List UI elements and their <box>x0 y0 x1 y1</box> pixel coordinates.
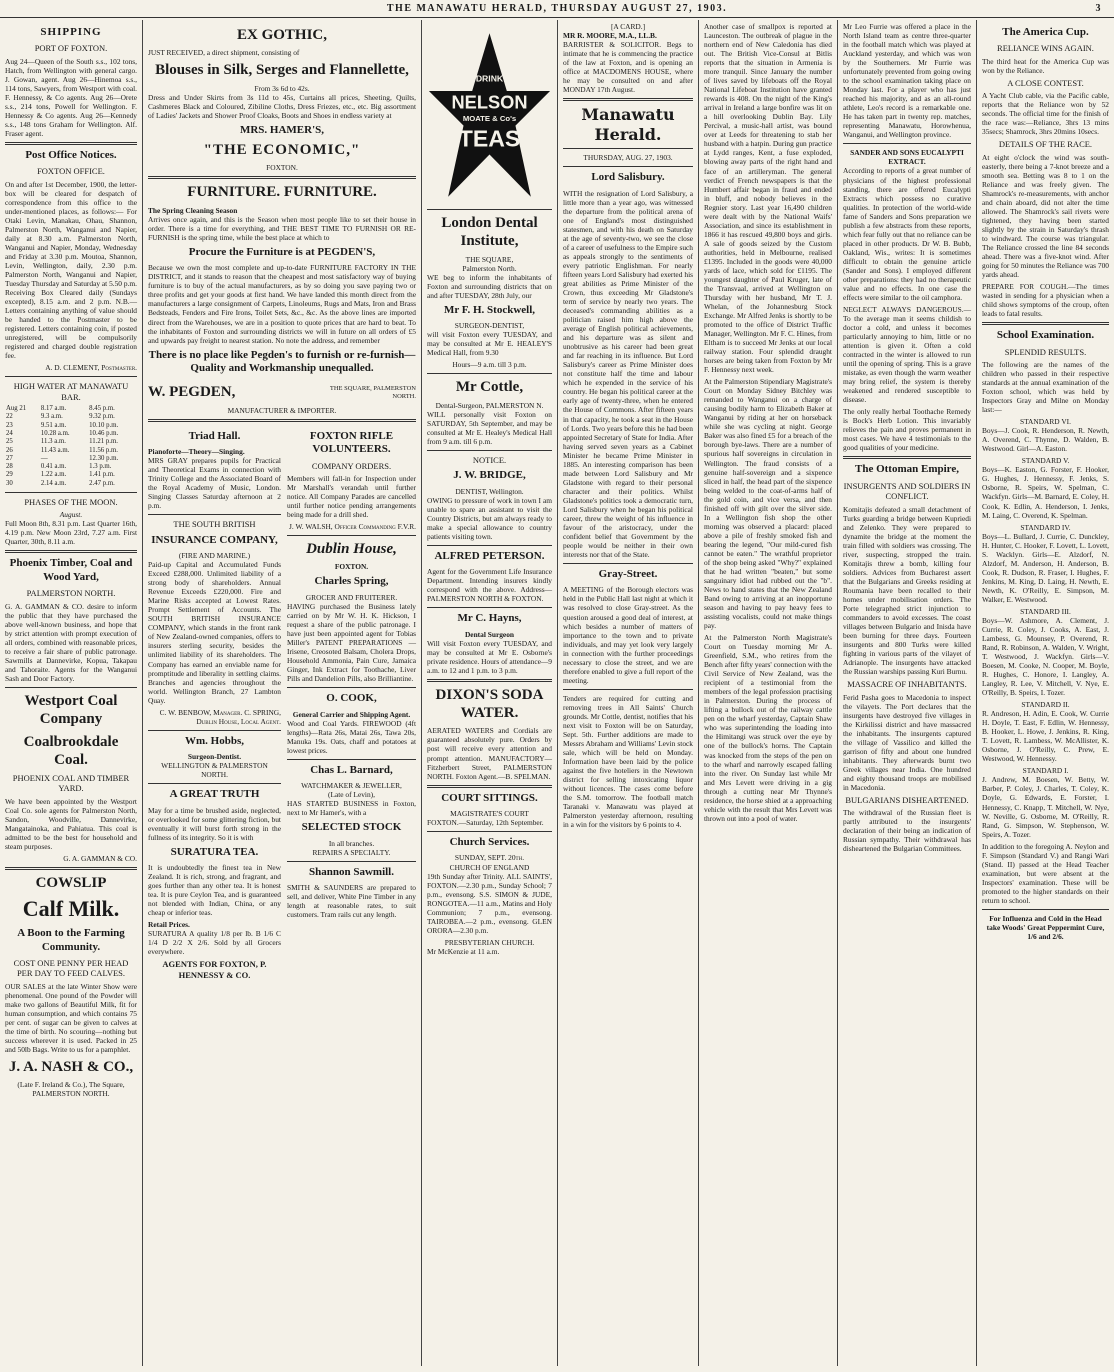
column-6 <box>838 20 976 1366</box>
presbyterian-heading: PRESBYTERIAN CHURCH. <box>444 937 535 947</box>
reliance-heading: RELIANCE WINS AGAIN. <box>997 43 1094 54</box>
spring-name: Charles Spring, <box>314 575 389 588</box>
divider <box>148 419 416 422</box>
peterson-heading: ALFRED PETERSON. <box>434 549 545 562</box>
tide-cell: 8.17 a.m. <box>40 405 67 413</box>
divider <box>148 730 281 731</box>
standard-3-heading: STANDARD III. <box>1020 606 1071 616</box>
triad-heading: Triad Hall. <box>188 429 241 442</box>
standard-4-heading: STANDARD IV. <box>1020 522 1071 532</box>
logo-sub-text: MOATE & Co's <box>462 113 517 123</box>
tide-row <box>5 455 137 463</box>
close-contest-text: A Yacht Club cable, via the Pacific cable, reports that the Reliance won by 52 seconds. The official time for the finish of the race was:—Reliance, 3hrs 13 mins 35secs; Shamrock, 3hrs 20mins 10secs. <box>982 91 1109 137</box>
standard-2-heading: STANDARD II. <box>1021 700 1070 710</box>
hamer-heading: MRS. HAMER'S, <box>239 123 325 136</box>
col2-lower <box>148 426 416 983</box>
herald-date: THURSDAY, AUG. 27, 1903. <box>583 153 673 163</box>
divider <box>148 514 281 515</box>
card-label: [A CARD.] <box>610 22 646 31</box>
column-5 <box>699 20 837 1366</box>
ottoman-heading: The Ottoman Empire, <box>855 463 959 476</box>
divider <box>5 687 137 688</box>
tide-cell: 10.28 a.m. <box>40 430 70 438</box>
hobbs-sub: Surgeon-Dentist. <box>187 752 242 762</box>
lord-salisbury-text: WITH the resignation of Lord Salisbury, a little more than a year ago, was witnessed the departure from the political arena of one of England's most distinguished statesmen, and with his death on Saturday at the age of seventy-two, we see the close of a career of usefulness to the Empire such as appeals strongly to the sentiments of every patriotic Englishman. For nearly fifteen years Lord Salisbury had exerted his great abilities as Prime Minister of the Crown, thus exceeding Mr Gladstone's term of service by nearly two years. The deceased's commanding abilities as a politician raised him high above the average of English political achievements, and his departure was as silent and unobtrusive as his career had been great and far reaching in its influence. But Lord Salisbury's career as Prime Minister does not constitute half the time and labour which he expended in the service of his country. He began his political career at the early age of twenty-three, when he entered the House of Commons. After fifteen years in that capacity, he took a seat in the House of Lords. Two years before this he had been appointed Secretary of State for India. After having served seven years as a Cabinet Minister he became Prime Minister in 1885. An interesting comparison has been made between Lord Salisbury and Mr Gladstone with regard to their personal character and their politics. Whilst Gladstone's politics took a democratic turn, Lord Salisbury when he began his political career, threw the weight of his influence in favour of the aristocracy, under the confident belief that Government by the people would be neither in their own interests nor that of the State. <box>563 188 693 559</box>
massacre-heading: MASSACRE OF INHABITANTS. <box>847 679 967 690</box>
tide-cell: 28 <box>6 463 13 471</box>
tide-cell: 23 <box>6 421 13 429</box>
coal-text: We have been appointed by the Westport Coal Co. sole agents for Palmerston North, Sandon, Woodville, Dannevirke, Mangatainoka, and Pahiatua. This coal is admitted to be the best for household and steam purposes. <box>5 796 137 851</box>
school-heading: School Examination. <box>996 329 1095 342</box>
divider <box>982 909 1109 910</box>
tide-cell: 10.46 p.m. <box>89 430 119 438</box>
divider <box>5 550 137 553</box>
neglect-text: NEGLECT ALWAYS DANGEROUS.—To the average man it seems childish to doctor a cold, and unless it becomes particularly annoying to him, little or no attention is given it. Often a cold contracted in the winter is allowed to run until the opening of spring. This is a grave mistake, as even though the warm weather may bring relief, the system is thereby weakened and rendered susceptible to disease. <box>843 304 971 405</box>
standard-1-text: J. Andrew, M. Boesen, W. Betty, W. Barber, P. Coley, J. Charles, T. Coley, K. Doyle, G. Edwards, E. Forster, I. Hennessy, C. Knapp, T. Mitchell, W. Nye, W. Neville, G. Osborne, M. O'Reilly, R. Rand, G. Simpson, W. Stephenson, W. Speirs, A. Tozer. <box>982 775 1109 839</box>
tide-heading: HIGH WATER AT MANAWATU BAR. <box>13 381 129 402</box>
school-intro: The following are the names of the children who passed in their respective standards at the annual examination of the Foxton school, which was held by Inspectors Gray and Milne on Monday last:— <box>982 360 1109 415</box>
nash-heading: J. A. NASH & CO., <box>8 1058 134 1075</box>
divider <box>427 450 552 451</box>
divider <box>563 689 693 690</box>
ottoman-text: Komitajis defeated a small detachment of Turks guarding a bridge between Kupriedi and Zelenko. They were prepared to dynamite the bridge at the moment the train filled with soldiers was crossing. The river, suspecting, stropped the train. Komitajis threw a bomb, killing four soldiers. Advices from Bucharest assert that the Bulgarians and Greeks residing at Roumania have been recalled to their homes under mobilisation orders. The Porte telegraphed strict injunction to commanders to avoid excesses. The coast villages between Bulgario and Inisda have been burning for three days. Fourteen insurgents and 800 Turks were killed fighting in various parts of the vilayet of Adrianople. The insurgents have attacked the Russian warships passing Kuri Burnu. <box>843 504 971 677</box>
no-place-heading: There is no place like Pegden's to furnish or re-furnish—Quality and Workmanship unequalled. <box>148 348 416 374</box>
bridge-heading: J. W. BRIDGE, <box>453 469 526 482</box>
page-number: 3 <box>1095 3 1102 14</box>
divider <box>563 166 693 167</box>
procure-text: Because we own the most complete and up-to-date FURNITURE FACTORY IN THE DISTRICT, and it stands to reason that the cheapest and most satisfactory way of buying furniture is to buy of the actual manufacturers, as by so doing you save paying two or three profits and get your goods at first hand. We have landed this month direct from the manufacturers a large consignment of Carpets, Linoleums, Rugs and Mats, Iron and Brass Bedsteads, Fenders and Fire Irons, Toilet Sets, &c., &c. As the above lines are imported direct from the Warehouses, we are in a position to quote prices that are hard to beat. To the inhabitants of Foxton and surrounding districts we will in future on all orders of £5 and upwards pay freight to nearest station. No note the address, and remember <box>148 263 416 345</box>
local-items-text: Tenders are required for cutting and removing trees in All Saints' Church grounds. Mr Cottle, dentist, notifies that his next visit to Foxton will be on Saturday, Sept. 5th. Further additions are made to Messrs Abraham and Williams' Levin stock sale, which will be held on Monday. Information have been laid by the police against the five hoteliers in the Newtown district for selling intoxicating liquor without licences. The cases come before the S.M. tomorrow. The football match Taranaki v. Manawatu was played at Palmerston yesterday afternoon, resulting in a win for the visitors by 6 points to 4. <box>563 693 693 830</box>
standard-4-text: Boys—L. Bullard, J. Currie, C. Dunckley, H. Hunter, C. Hooker, F. Lovett, L. Lovett, S. Wacklyn. Girls—E. Alzdorf, N. Alzdorf, M. Anderson, H. Anderson, B. Cook, R. Dudson, R. Fraser, I. Hughes, F. Jenkins, M. King, D. Laing, H. Newth, E. Newth, K. O'Reilly, E. Simpson, M. Walker, E. Westwood. <box>982 531 1109 604</box>
column-1 <box>0 20 142 1366</box>
cottle-heading: Mr Cottle, <box>455 379 524 396</box>
tide-cell: 9.3 a.m. <box>40 413 63 421</box>
coal-sub: PHOENIX COAL AND TIMBER YARD. <box>12 773 130 794</box>
divider <box>287 759 416 760</box>
column-4 <box>558 20 698 1366</box>
divider <box>148 176 416 179</box>
furrie-text: Mr Leo Furrie was offered a place in the North Island team as centre three-quarter in the football match which was played at Auckland yesterday, and which was won by the Southerners. Mr Furrie was unfortunately prevented from going owing to the school examination taking place on Monday last. For a player who has just reached his majority, and as an all-round athlete, Leo's record is a remarkable one. He has taken part in twenty rep. matches, representing Manawatu, Horowhenua, Wanganui, and Wellington province. <box>843 22 971 140</box>
tide-cell: 22 <box>6 413 13 421</box>
court-text: FOXTON.—Saturday, 12th September. <box>427 818 544 828</box>
retail-heading: Retail Prices. <box>148 920 190 930</box>
tide-table <box>5 405 137 488</box>
suratura-text: It is undoubtedly the finest tea in New Zealand. It is rich, strong, and fragrant, and goes further than any other tea. It is honest tea. It is pure Ceylon Tea, and is guaranteed not blended with Indian, China, or any cheap or inferior teas. <box>148 863 281 918</box>
nelson-logo <box>427 28 552 203</box>
church-date: SUNDAY, SEPT. 20th. <box>454 853 525 863</box>
shipping-text: Aug 24—Queen of the South s.s., 102 tons, Hatch, from Wellington with general cargo. J. Gowan, agent. Aug 26—Hinemoa s.s., 114 tons, Sawyers, from Westport with coal. F. Hennessy, & Co agents. Aug 26—Orete s.s., 214 tons, Powell for Wellington. F. Hennessy & Co agents. Aug 26—Kennedy s.s., 148 tons Graham for Wellington. Alf. Fraser agent. <box>5 56 137 139</box>
cottle-text: WILL personally visit Foxton on SATURDAY, 5th September, and may be consulted at Mr E. Healey's Medical Hall from 9 a.m. till 6 p.m. <box>427 409 552 446</box>
peterson-text: Agent for the Government Life Insurance Department. Intending insurers kindly correspond with the above. Address— PALMERSTON NORTH & FOXTON. <box>427 567 552 604</box>
moore-text: BARRISTER & SOLICITOR. Begs to intimate that he is commencing the practice of the law at Foxton, and is opening an office at MACDOMENS HOUSE, where he may be consulted on and after MONDAY 17th August. <box>563 40 693 95</box>
stockwell-heading: Mr F. H. Stockwell, <box>443 303 536 316</box>
rifle-sub: COMPANY ORDERS. <box>311 460 392 471</box>
procure-heading: Procure the Furniture is at PEGDEN'S, <box>188 245 376 258</box>
divider <box>5 492 137 493</box>
cowslip-heading: COWSLIP <box>35 875 107 892</box>
divider <box>427 545 552 546</box>
tide-row <box>5 430 137 438</box>
cottle-sub: Dental-Surgeon, PALMERSTON N. <box>435 400 544 410</box>
tide-cell: 0.41 a.m. <box>40 463 67 471</box>
nash-sub: (Late F. Ireland & Co.), The Square, PALMERSTON NORTH. <box>17 1080 125 1099</box>
tide-row <box>5 405 137 413</box>
tide-cell: 11.3 a.m. <box>40 438 66 446</box>
branches-line: In all branches. <box>328 838 375 848</box>
divider <box>427 785 552 788</box>
tide-row <box>5 447 137 455</box>
tide-row <box>5 463 137 471</box>
insurance-sub: (FIRE AND MARINE.) <box>178 551 251 561</box>
shipping-heading: SHIPPING <box>40 26 102 38</box>
post-office-sub: FOXTON OFFICE. <box>37 166 105 177</box>
standard-5-heading: STANDARD V. <box>1021 456 1070 466</box>
divider <box>427 607 552 608</box>
furniture-heading: FURNITURE. FURNITURE. <box>187 184 377 201</box>
pegden-row <box>148 379 416 405</box>
insurance-heading: INSURANCE COMPANY, <box>151 533 278 546</box>
court-sub: MAGISTRATE'S COURT <box>450 809 529 818</box>
repairs-line: REPAIRS A SPECIALTY. <box>312 847 391 857</box>
tide-cell: Aug 21 <box>6 405 27 413</box>
church-heading: Church Services. <box>449 836 530 849</box>
standard-1-heading: STANDARD I. <box>1022 766 1069 776</box>
standard-6-text: Boys—J. Cook, R. Henderson, R. Newth, A. Overend, C. Thynne, D. Walden, B. Westwood. Girl—A. Easton. <box>982 426 1109 454</box>
tide-cell: 1.41 p.m. <box>89 471 115 479</box>
logo-teas-text: TEAS <box>458 125 521 152</box>
gray-text: MRS GRAY prepares pupils for Practical and Theoretical Exams in connection with Trinity College and the Associated Board of the Royal Academy of Music, London. Singing Classes Saturday afternoon at 2 p.m. <box>148 456 281 511</box>
divider <box>843 143 971 144</box>
cost-line: COST ONE PENNY PER HEAD PER DAY TO FEED CALVES. <box>13 958 129 979</box>
foxton-label: FOXTON. <box>266 163 298 173</box>
church-text: 19th Sunday after Trinity. ALL SAINTS', FOXTON.—2.30 p.m., Sunday School; 7 p.m., evensong. S.S. SIMON & JUDE, RONGOTEA.—11 a.m., Matins and Holy Communion; 7 p.m., evensong. TAIROBEA.—2 p.m., evensong. GLEN ORORA—2.30 p.m. <box>427 871 552 935</box>
dublin-heading: Dublin House, <box>306 541 397 558</box>
race-details-text: At eight o'clock the wind was south-easterly, there being a 7-knot breeze and a smooth sea. Betting was 8 to 1 on the Reliance and was freely given. The Shamrock's re-measurements, with anchor and chain aboard, did not alter the time allowed. The Shamrock's sail rivets were tightened, they having been started slightly by the strain in Saturday's thrash to windward. The course was triangular. The Reliance crossed the line 84 seconds ahead. There was a five-knot wind. After going for 50 minutes the Reliance was 700 yards ahead. <box>982 152 1109 280</box>
retail-text: SURATURA A quality 1/8 per lb. B 1/6 C 1/4 D 2/2 X 2/6. Sold by all Grocers everywhere. <box>148 929 281 957</box>
barnard-text: HAS STARTED BUSINESS in Foxton, next to Mr Hamer's, with a <box>286 799 416 818</box>
boon-heading: A Boon to the Farming Community. <box>17 927 125 953</box>
suratura-heading: SURATURA TEA. <box>170 845 259 858</box>
bridge-text: OWING to pressure of work in town I am unable to spare an assistant to visit the Country Districts, but am always ready to make a special allowance to country patients visiting town. <box>427 495 552 541</box>
spring-heading: The Spring Cleaning Season <box>148 205 238 215</box>
divider <box>148 783 281 784</box>
tide-cell: 26 <box>6 446 13 454</box>
splendid-heading: SPLENDID RESULTS. <box>1004 346 1087 357</box>
lord-salisbury-heading: Lord Salisbury. <box>591 171 665 184</box>
logo-main-text: NELSON <box>451 91 528 113</box>
court-heading: COURT SITTINGS. <box>441 791 538 804</box>
tide-cell: 12.30 p.m. <box>89 454 119 462</box>
tide-row <box>5 413 137 421</box>
tide-row <box>5 471 137 479</box>
column-2 <box>143 20 421 1366</box>
insurance-text: Paid-up Capital and Accumulated Funds Exceed £288,000. Unlimited liability of a strong body of shareholders. Annual Revenue Exceeds £220,000. Fire and Marine Risks accepted at Lowest Rates. Prompt Settlement of Accounts. The SOUTH BRITISH INSURANCE COMPANY, which stands in the front rank of New Zealand-owned companies, offers to insurers sterling security, besides the unlimited liability of its shareholders. The Company has earned an enviable name for promptitude and liberality in settling claims. Branches and agencies throughout the world. Wellington Branch, 27 Lambton Quay. <box>148 560 281 705</box>
close-contest-heading: A CLOSE CONTEST. <box>1007 77 1084 88</box>
divider <box>5 142 137 145</box>
massacre-text: Ferid Pasha goes to Macedonia to inspect the vilayets. The Port declares that the insurgents have destroyed five villages in the Kirkilissi district and have massacred the inhabitants. The insurgents captured the village of Vassilico and killed the garrison of fifty and about one hundred inhabitants. They afterwards burnt two Greek villages near India. One hundred and eighty thousand troops are mobilised in Macedonia. <box>843 692 971 792</box>
calf-text: OUR SALES at the late Winter Show were phenomenal. One pound of the Powder will make two gallons of Beautiful Milk, fit for human consumption, and which contains 75 per cent. of sugar can be given to calves at the time of birth. No scouring—nothing but success wherever it is used. Packed in 25 and 50lb Bags. Write to us for a pamphlet. <box>5 981 137 1054</box>
presbyterian-text: Mr McKenzie at 11 a.m. <box>427 946 500 956</box>
dress-text: Dress and Under Skirts from 3s 11d to 45s, Curtains all prices, Sheeting, Quilts, Cashmeres Black and Coloured, Zibiline Cloths, Dress Friezes, etc., etc. Big assortment of Ladies' Jackets and Shower Proof Cloaks, Boots and Shoes in endless variety at <box>148 92 416 120</box>
truth-text: May for a time be brushed aside, neglected, or overlooked for some glittering fiction, but eventually it will burst forth strong in the fullness of its integrity. So it is with <box>148 805 281 842</box>
divider <box>563 98 693 101</box>
dixon-text: AERATED WATERS and Cordials are guaranteed absolutely pure. Orders by post will receive every attention and prompt attention. MANUFACTORY—Fitzherbert Street, PALMERSTON NORTH. Foxton Agent.—B. SPELMAN. <box>427 726 552 781</box>
palm-line: Palmerston North. <box>462 263 517 273</box>
london-heading: London Dental Institute, <box>441 215 538 250</box>
tide-cell: 30 <box>6 479 13 487</box>
tide-cell: 1.3 p.m. <box>89 463 112 471</box>
bulgarians-heading: BULGARIANS DISHEARTENED. <box>845 794 969 805</box>
phoenix-heading: Phoenix Timber, Coal and Wood Yard, <box>9 557 133 583</box>
tide-cell: 11.56 p.m. <box>89 446 118 454</box>
divider <box>843 456 971 459</box>
moon-text: Full Moon 8th, 8.31 p.m. Last Quarter 16th, 4.19 p.m. New Moon 23rd, 7.27 a.m. First Quarter, 30th, 8.11 a.m. <box>5 519 137 547</box>
piano-line: Pianoforte—Theory—Singing. <box>148 447 245 457</box>
notice-heading: NOTICE. <box>472 454 507 465</box>
tide-cell: 9.32 p.m. <box>89 413 115 421</box>
pegden-address: THE SQUARE, PALMERSTON NORTH. <box>329 384 416 400</box>
masthead-title: THE MANAWATU HERALD, THURSDAY AUGUST 27, 1903. <box>386 3 728 14</box>
hayns-sub: Dental Surgeon <box>464 629 515 639</box>
cook-heading: O. COOK, <box>326 692 377 705</box>
cup-text: The third heat for the America Cup was won by the Reliance. <box>982 56 1109 75</box>
shannon-text: SMITH & SAUNDERS are prepared to sell, and deliver, White Pine Timber in any length at reasonable rates, to suit customers. Tram rails cut any length. <box>286 883 416 920</box>
insurance-signature: C. W. BENBOW, Manager. C. SPRING, Dublin House, Local Agent. <box>159 707 281 726</box>
barnard-heading: Chas L. Barnard, <box>310 763 393 776</box>
standard-2-text: R. Andreson, H. Adin, E. Cook, W. Currie H. Doyle, T. East, F. Edlin, W. Hennessy, B. Hooker, L. Howe, J. Jenkins, R. King, T. Lovett, R. Lambess, W. McAllister, K. Osborne, J. O'Reilly, C. Prew, E. Westwood, W. Hennessy. <box>982 709 1109 764</box>
gray-street-heading: Gray-Street. <box>598 568 658 580</box>
sanders-text: According to reports of a great number of physicians of the highest professional standing, there are offered Eucalypti Extracts which possess no curative qualities. In protection of the world-wide fame of Sanders and Sons preparation we publish a few abstracts from these reports, which fear fully out that no reliance can be placed in other products. Dr W. B. Bubb, Oakland, Wis., writes: It is sometimes difficult to obtain the genuine article (Sander and Sons). I employed different other preparations: they had no therapeutic value and no effects. In one case the effects were similar to the oil camphora. <box>843 166 971 302</box>
pegden-sub: MANUFACTURER & IMPORTER. <box>227 405 337 415</box>
truth-heading: A GREAT TRUTH <box>169 788 260 801</box>
tide-cell: 10.10 p.m. <box>89 421 119 429</box>
standard-6-heading: STANDARD VI. <box>1019 417 1071 427</box>
sanders-heading: SANDER AND SONS EUCALYPTI EXTRACT. <box>850 148 964 167</box>
divider <box>427 209 552 210</box>
tide-cell: 2.14 a.m. <box>40 479 67 487</box>
divider <box>287 687 416 688</box>
barnard-location: (Late of Levin), <box>327 790 375 800</box>
divider <box>5 376 137 377</box>
herald-nameplate: Manawatu Herald. <box>581 105 675 144</box>
blouses-heading: Blouses in Silk, Serges and Flannellette, <box>155 62 409 79</box>
square-line: THE SQUARE, <box>465 254 514 264</box>
influenza-ad: For Influenza and Cold in the Head take Woods' Great Peppermint Cure, 1/6 and 2/6. <box>986 913 1105 941</box>
moore-heading: MR R. MOORE, M.A., LL.B. <box>563 31 657 41</box>
col2-right <box>287 426 416 983</box>
hayns-text: Will visit Foxton every TUESDAY, and may be consulted at Mr E. Osborne's private residence. Hours of attendance—9 a.m. to 12 and 1 p.m. to 3 p.m. <box>427 638 552 675</box>
tide-cell: 25 <box>6 438 13 446</box>
divider <box>427 373 552 374</box>
tide-cell: 29 <box>6 471 13 479</box>
tide-cell: 2.47 p.m. <box>89 479 115 487</box>
dixon-heading: DIXON'S SODA WATER. <box>435 686 544 722</box>
spring-text: Arrives once again, and this is the Season when most people like to set their house in order. There is a time for everything, and THE BEST TIME TO FURNISH OR RE-FURNISH is the spring time, while the best place at which to <box>148 214 416 242</box>
cough-text: PREPARE FOR COUGH.—The times wasted in sending for a physician when a child shows symptoms of the croup, often leads to fatal results. <box>982 282 1109 319</box>
divider <box>287 861 416 862</box>
moon-sub: August. <box>59 510 83 520</box>
stockwell-text: will visit Foxton every TUESDAY, and may be consulted at Mr E. HEALEY'S Medical Hall, from 9.30 <box>427 330 552 358</box>
tide-cell: — <box>40 454 48 462</box>
divider <box>287 535 416 536</box>
gray-street-text: A MEETING of the Borough electors was held in the Public Hall last night at which it was resolved to close Gray-street. As the question aroused a good deal of interest, at which besides a number of matters of importance to the town and to private individuals, and may yet look very largely in connection with the further proceedings necessary to close the street, and we are therefore enabled to give a full report of the meeting. <box>563 585 693 685</box>
gothic-heading: EX GOTHIC, <box>236 27 327 43</box>
tide-cell: 11.43 a.m. <box>40 446 70 454</box>
tide-cell: 8.45 p.m. <box>89 405 115 413</box>
news-items-2: At the Palmerston Stipendiary Magistrate's Court on Monday Sidney Bitchley was remanded to Wanganui on a charge of causing bodily harm to Elizabeth Baker at Wanganui by riding at her on horseback while she was cycling at night. George Baker was also fined £5 for a breach of the borough bye-laws. There are a number of spurious half sovereigns in circulation in Wellington. The fraud consists of a genuine half-sovereign and a sixpence sliced in half, the head part of the sixpence being welded to the coat-of-arms half of the gold coin, and vice versa, and then finished off with gilt over the silver side. In a Wellington fish shop the other morning was observed a placard: placed above a pile of freshly smoked fish and bearing the legend, "Our mild-cured fish cannot be eaten." The wrathful proprietor of the shop being asked "Why?" explained that he had written "beaten," but some sanguinary idiot had rubbed out the "b". News to hand states that the New Zealand Band owing to arriving at an inopportune season and having to pay heavy fees to assisting vocalists, could not make things pay. <box>704 377 832 631</box>
column-7 <box>977 20 1114 1366</box>
blouse-price: From 3s 6d to 42s. <box>254 83 310 93</box>
rifle-text: Members will fall-in for Inspection under Mr Marshall's verandah until further notice. All Company Parades are cancelled until further notice pending arrangements being made for a drill shed. <box>286 473 416 520</box>
masthead <box>0 0 1114 18</box>
westport-heading: Westport Coal Company <box>24 692 118 728</box>
rifle-heading: FOXTON RIFLE VOLUNTEERS. <box>309 429 394 456</box>
spring-trade: GROCER AND FRUITERER. <box>305 592 398 602</box>
hayns-heading: Mr C. Hayns, <box>457 612 522 625</box>
tide-cell: 24 <box>6 430 13 438</box>
calf-milk-heading: Calf Milk. <box>22 896 120 922</box>
barnard-sub: WATCHMAKER & JEWELLER, <box>301 781 402 791</box>
phoenix-text: G. A. GAMMAN & CO. desire to inform the public that they have purchased the above well-known business, and hope that by strict attention with prompt execution of all orders, combined with reasonable prices, to receive a fair share of public patronage. Sawmills at Dannevirke, Kopua, Takapau and Tahoraite. Agents for the Wanganui Sash and Door Factory. <box>5 601 137 683</box>
spring-business-text: HAVING purchased the Business lately carried on by Mr W. H. K. Hickson, I request a share of the public patronage. I have just been appointed agent for Tobias Miller's PATENT PREPARATIONS — Irisene, Creosoted Balsam, Cholera Drops, Household Ammonia, Pain Cure, Jamaica Ginger, Ink Extract for Toothache, Liver Pills and Dandelion Pills, also Brilliantine. <box>286 601 416 684</box>
agents-line: AGENTS FOR FOXTON, P. HENNESSY & CO. <box>162 959 267 980</box>
hobbs-heading: Wm. Hobbs, <box>184 734 244 747</box>
phoenix-location: PALMERSTON NORTH. <box>26 588 116 599</box>
logo-top-text: DRINK <box>475 73 504 84</box>
divider <box>563 148 693 149</box>
gothic-intro: JUST RECEIVED, a direct shipment, consisting of <box>148 48 300 58</box>
coal-signature: G. A. GAMMAN & CO. <box>63 854 137 864</box>
bulgarians-text: The withdrawal of the Russian fleet is partly attributed to the insurgents' declaration of their being an indication of Russian sympathy. Their withdrawal has disheartened the Bulgarian Committees. <box>843 808 971 854</box>
coal-heading: Coalbrookdale Coal. <box>23 733 119 768</box>
tide-cell: 9.51 a.m. <box>40 421 67 429</box>
insurance-pre: THE SOUTH BRITISH <box>173 519 256 530</box>
divider <box>427 831 552 832</box>
hobbs-location: WELLINGTON & PALMERSTON NORTH. <box>161 761 268 780</box>
dublin-location: FOXTON. <box>334 562 369 572</box>
divider <box>982 322 1109 325</box>
addition-text: In addition to the foregoing A. Neylon and F. Simpson (Standard V.) and Rangi Wari (Stand. II) passed at the Head Teacher examination, but were absent at the Inspectors' examination. These will be promoted to the higher standards on their return to school. <box>982 841 1109 905</box>
tide-row <box>5 438 137 446</box>
post-office-heading: Post Office Notices. <box>25 149 117 162</box>
stockwell-sub: SURGEON-DENTIST, <box>454 321 525 331</box>
tide-cell: 27 <box>6 454 13 462</box>
hours-line: Hours—9 a.m. till 3 p.m. <box>452 360 527 370</box>
standard-3-text: Boys—W. Ashmore, A. Clement, J. Currie, R. Coley, J. Cooks, A. East, J. Lambess, G. Mounsey, P. Overend, R. Rand, R. Robinson, A. Walden, V. Wright, T. Westwood, J. Wackfyn. Girls—V. Boesen, M. Cooke, N. Cooper, M. Boyle, R. Hughes, C. Honore, I. Langley, A. Langley, R. Lee, V. Mitchell, V. Nye, E. O'Reilly, B. Speirs, I. Tozer. <box>982 615 1109 698</box>
news-items-1: Another case of smallpox is reported at Launceston. The outbreak of plague in the northern end of New Caledonia has died out. The British Vice-Consul at Bitlis reports that the situation in Armenia is more tranquil. Since January the number of lives saved by lifeboats off the Royal National Lifeboat Institution have granted rewards is 408. On the night of the King's arrival in Ireland a large bonfire was lit on a hill overlooking Dublin Bay. Lily Percival, a music-hall artist, was bound over at Leeds for threatening to stab her husband with a hatpin. During gun practice at Lydd ranges, Kent, a fuse exploded, blowing away parts of the right hand and face of an artilleryman. The general verdict of French newspapers is that the Humbert affair began in fraud and ended in bluff, and nobody believes in the Regnier story. Last year 16,490 children were dealt with by the National Waifs' Association, and since its establishment in 1866 it has rescued 49,800 boys and girls. A sale of goods seized by the Custom authorities, held in Melbourne, realised £1395. Included in the goods were 40,000 yards of lace, which sold for £1195. The youngest daughter of Paul Kruger, late of the Transvaal, arrived at Wellington on Thursday with her husband, Mr T. J. Whelan, of the Johannesburg Stock Exchange. Mr Alfred Jenks is shortly to be promoted to the office of District Traffic Manager, Wellington. Mr F. C. Hines, from Eltham is to succeed Mr Jenks at our local railway station. Four splendid draught horses are being taken from Foxton by Mr F. Hennessy next week. <box>704 22 832 375</box>
cook-text: Wood and Coal Yards. FIREWOOD (4ft lengths)—Rata 26s, Matai 26s, Tawa 20s, Manuka 19s. Oats, chaff and potatoes at lowest prices. <box>286 718 416 755</box>
tide-row <box>5 422 137 430</box>
tide-row <box>5 480 137 488</box>
tide-cell: 1.22 a.m. <box>40 471 67 479</box>
church-sub: CHURCH OF ENGLAND <box>449 862 530 872</box>
post-office-text: On and after 1st December, 1900, the letter-box will be cleared for despatch of correspondence from this office to the under-mentioned places, as follows:— For Otaki Levin, Manakau, Ohau, Shannon, Palmerston North, Wanganui and Napier, daily at 8.30 a.m. Palmerston North, Wanganui and Napier, Monday, Wednesday and Friday at 3.30 p.m. Moutoa, Shannon, Levin, Wellington, daily, 2.30 p.m. Palmerston North, Wanganui and Napier, Tuesday Thursday and Saturday at 5.50 p.m. Receiving Box Cleared daily (Sundays excepted), 8.15 a.m. and 2 p.m. N.B.—Letters containing anything of value should be handed to the Postmaster to be registered. Letters containing coin, if posted unregistered, will be compulsorily registered and charged double registration fee. <box>5 179 137 361</box>
bridge-sub: DENTIST, Wellington. <box>455 486 524 496</box>
pegden-heading: W. PEGDEN, <box>148 384 236 401</box>
london-text: WE beg to inform the inhabitants of Foxton and surrounding districts that on and after TUESDAY, 28th July, our <box>427 272 552 300</box>
tide-cell: 11.21 p.m. <box>89 438 118 446</box>
moon-heading: PHASES OF THE MOON. <box>24 497 118 507</box>
divider <box>563 563 693 564</box>
herb-lotion-text: The only really herbal Toothache Remedy is Bock's Herb Lotion. This invariably relieves the pain and proves permanent in most cases. We have 4 testimonials to the good qualities of your medicine. <box>843 407 971 453</box>
column-3 <box>422 20 557 1366</box>
economic-heading: "THE ECONOMIC," <box>203 142 361 159</box>
divider <box>5 867 137 870</box>
selected-stock: SELECTED STOCK <box>301 821 402 834</box>
standard-5-text: Boys—K. Easton, G. Forster, F. Hooker, G. Hughes, J. Hennessy, F. Jenks, S. Osborne, R. Speirs, W. Spelman, C. Wackfyn. Girls—M. Barnard, E. Coley, H. Cook, K. Edlin, A. Henderson, I. Jenks, M. Laing, C. Overend, K. Spelman. <box>982 465 1109 520</box>
post-office-signature: A. D. CLEMENT, Postmaster. <box>45 363 137 373</box>
divider <box>427 679 552 682</box>
race-details-heading: DETAILS OF THE RACE. <box>998 139 1093 150</box>
shipping-port: PORT OF FOXTON. <box>34 43 108 54</box>
america-cup-heading: The America Cup. <box>1002 26 1089 38</box>
col2-left <box>148 426 281 983</box>
star-icon <box>427 28 552 203</box>
insurgents-heading: INSURGENTS AND SOLDIERS IN CONFLICT. <box>843 480 971 502</box>
cook-sub: General Carrier and Shipping Agent. <box>292 709 411 719</box>
rifle-signature: J. W. WALSH, Officer Commanding F.V.R. <box>289 522 416 532</box>
news-items-3: At the Palmerston North Magistrate's Court on Tuesday morning Mr A. Greenfield, S.M., who retires from the Bench after fifty years' connection with the Civil Service of New Zealand, was the recipient of a testimonial from the members of the legal profession practising in Palmerston. During the process of lifting a bullock out of the railway cattle pen on the wharf yesterday, Captain Shaw who was superintending the loading into the Himitangi was struck over the eye by one of the bullock's horns. The Captain was knocked from the steps of the pen on to the wharf and narrowly escaped falling into the river. On Sunday last while Mr and Mrs Levett were driving in a gig through a cutting near Mr Thynne's residence, the horse shied at a approaching vehicle with the result that Mrs Levett was thrown out into a pool of water. <box>704 633 832 823</box>
shannon-heading: Shannon Sawmill. <box>309 865 394 878</box>
